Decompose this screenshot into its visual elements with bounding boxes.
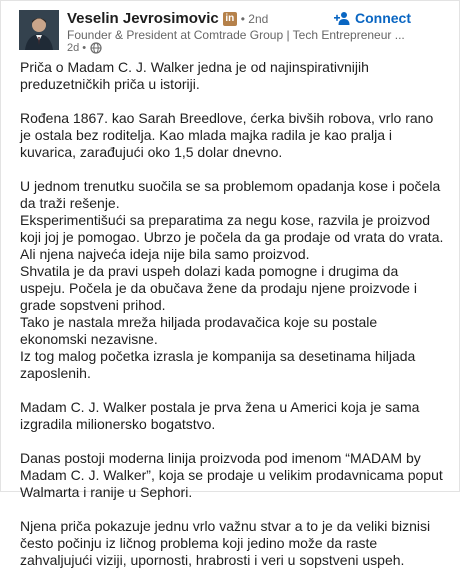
person-photo-icon bbox=[19, 10, 59, 50]
post-meta bbox=[67, 42, 102, 54]
author-name-row bbox=[67, 10, 268, 27]
post-line: Danas postoji moderna linija proizvoda pod imenom “MADAM by Madam C. J. Walker”, koja se prodaje u velikim prodavnicama poput Walmarta i ranije u Sephori. bbox=[20, 450, 443, 500]
add-person-icon bbox=[334, 11, 350, 25]
post-line: Shvatila je da pravi uspeh dolazi kada pomogne i drugima da uspeju. Počela je da obučava žene da prodaju njene proizvode i grade sopstveni prihod. bbox=[20, 263, 417, 313]
connect-button[interactable] bbox=[334, 10, 411, 26]
post-header bbox=[1, 1, 459, 57]
linkedin-badge-icon: in bbox=[223, 12, 237, 26]
author-headline: Founder & President at Comtrade Group | Tech Entrepreneur ... bbox=[67, 28, 405, 42]
post-line: Priča o Madam C. J. Walker jedna je od najinspirativnijih preduzetničkih priča u istoriji. bbox=[20, 59, 369, 92]
post-time: 2d • bbox=[67, 42, 87, 54]
post-body bbox=[20, 59, 444, 586]
post-paragraph bbox=[20, 59, 444, 93]
post-line: Eksperimentišući sa preparatima za negu kose, razvila je proizvod koji joj je pomogao. Ubrzo je počela da ga prodaje od vrata do vrata. bbox=[20, 212, 444, 245]
author-name[interactable]: Veselin Jevrosimovic bbox=[67, 10, 219, 27]
post-paragraph bbox=[20, 450, 444, 501]
post-paragraph bbox=[20, 399, 444, 433]
post-line: Ali njena najveća ideja nije bila samo proizvod. bbox=[20, 246, 310, 262]
post-line: Tako je nastala mreža hiljada prodavačica koje su postale ekonomski nezavisne. bbox=[20, 314, 378, 347]
avatar[interactable] bbox=[19, 10, 59, 50]
post-paragraph bbox=[20, 178, 444, 382]
post-line: Iz tog malog početka izrasla je kompanija sa desetinama hiljada zaposlenih. bbox=[20, 348, 416, 381]
globe-icon bbox=[90, 42, 102, 54]
post-line: U jednom trenutku suočila se sa problemom opadanja kose i počela da traži rešenje. bbox=[20, 178, 441, 211]
post-line: Rođena 1867. kao Sarah Breedlove, ćerka bivših robova, vrlo rano je ostala bez roditelja. Kao mlada majka radila je kao pralja i kuvarica, zarađujući oko 1,5 dolar dnevno. bbox=[20, 110, 434, 160]
post-paragraph bbox=[20, 518, 444, 569]
post-line: Njena priča pokazuje jednu vrlo važnu stvar a to je da veliki biznisi često počinju iz ličnog problema koji jedino može da raste zahvaljujući viziji, upornosti, hrabrosti i veri u sopstveni uspeh. bbox=[20, 518, 431, 568]
connect-label: Connect bbox=[355, 10, 411, 26]
post-line: Madam C. J. Walker postala je prva žena u Americi koja je sama izgradila milionersko bogatstvo. bbox=[20, 399, 420, 432]
connection-degree: • 2nd bbox=[240, 11, 269, 26]
post-paragraph bbox=[20, 110, 444, 161]
